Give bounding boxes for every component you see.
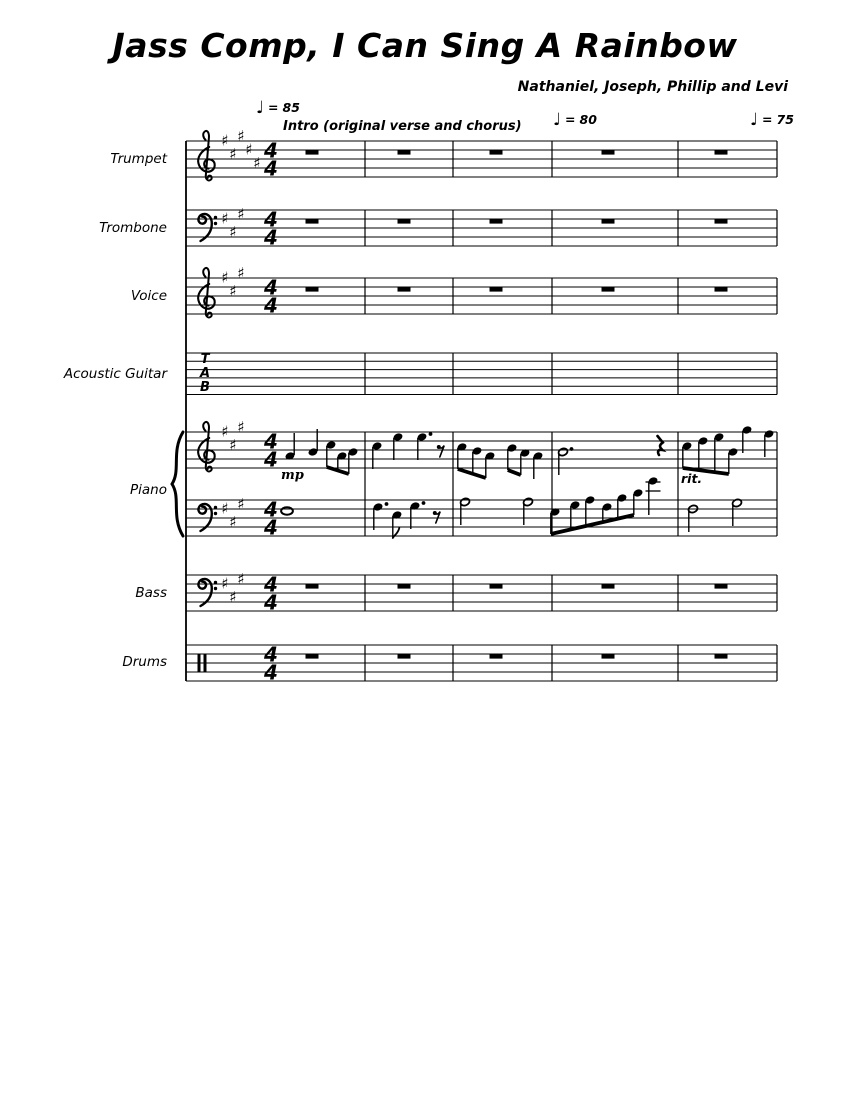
instrument-label-trumpet: Trumpet (110, 151, 167, 167)
whole-rest (398, 219, 411, 224)
score-title: Jass Comp, I Can Sing A Rainbow (112, 26, 738, 65)
whole-rest (490, 150, 503, 155)
tempo-bpm: 80 (579, 112, 597, 127)
time-signature-numeral: 4 (264, 293, 278, 318)
time-signature-numeral: 4 (264, 497, 278, 522)
instrument-label-drums: Drums (122, 654, 167, 670)
treble-clef-icon (206, 313, 212, 318)
bass-clef-icon (214, 222, 217, 225)
instrument-label-voice: Voice (130, 288, 167, 304)
whole-rest (306, 219, 319, 224)
sharp-glyph: ♯ (253, 154, 261, 172)
treble-clef-icon (206, 176, 212, 181)
bass-clef-icon (214, 506, 217, 509)
sharp-glyph: ♯ (221, 499, 229, 518)
whole-rest (306, 584, 319, 589)
whole-rest (715, 584, 728, 589)
note-beam (508, 470, 521, 475)
sharp-glyph: ♯ (237, 264, 245, 282)
time-signature-numeral: 4 (264, 429, 278, 454)
sharp-glyph: ♯ (221, 209, 229, 228)
eighth-rest (439, 446, 444, 457)
time-signature-numeral: 4 (264, 275, 278, 300)
quarter-rest (658, 436, 663, 455)
quarter-note-icon: ♩ (256, 97, 265, 118)
quarter-note-icon: ♩ (750, 109, 759, 130)
sharp-glyph: ♯ (237, 570, 245, 588)
bass-clef-icon (214, 216, 217, 219)
whole-rest (398, 287, 411, 292)
whole-rest (398, 150, 411, 155)
sharp-glyph: ♯ (229, 145, 237, 163)
time-signature-numeral: 4 (264, 642, 278, 667)
augmentation-dot (570, 447, 574, 451)
whole-rest (715, 287, 728, 292)
tempo-bpm: 75 (776, 112, 794, 127)
whole-rest (398, 654, 411, 659)
whole-rest (398, 584, 411, 589)
tab-letter: A (199, 366, 211, 381)
time-signature-numeral: 4 (264, 515, 278, 540)
time-signature-numeral: 4 (264, 138, 278, 163)
whole-rest (490, 654, 503, 659)
tempo-mark (256, 97, 300, 118)
sharp-glyph: ♯ (229, 436, 237, 454)
treble-clef-icon (206, 467, 212, 472)
augmentation-dot (429, 432, 433, 436)
time-signature-numeral: 4 (264, 207, 278, 232)
whole-rest (715, 654, 728, 659)
sharp-glyph: ♯ (237, 127, 245, 145)
sharp-glyph: ♯ (229, 223, 237, 241)
tempo-equals: = (268, 100, 279, 115)
whole-rest (602, 287, 615, 292)
piano-brace (172, 432, 183, 536)
augmentation-dot (385, 502, 389, 506)
sharp-glyph: ♯ (237, 205, 245, 223)
time-signature-numeral: 4 (264, 572, 278, 597)
whole-rest (306, 654, 319, 659)
bass-clef-icon (214, 581, 217, 584)
bass-clef-icon (214, 587, 217, 590)
time-signature-numeral: 4 (264, 447, 278, 472)
bass-clef-icon (214, 512, 217, 515)
sharp-glyph: ♯ (229, 513, 237, 531)
whole-rest (490, 287, 503, 292)
dynamic-mp: mp (281, 468, 304, 483)
sharp-glyph: ♯ (245, 140, 253, 159)
whole-rest (602, 584, 615, 589)
whole-rest (306, 150, 319, 155)
sharp-glyph: ♯ (221, 422, 229, 441)
sharp-glyph: ♯ (237, 495, 245, 513)
percussion-clef-icon (198, 654, 201, 672)
time-signature-numeral: 4 (264, 156, 278, 181)
sharp-glyph: ♯ (221, 131, 229, 150)
time-signature-numeral: 4 (264, 660, 278, 685)
whole-rest (602, 654, 615, 659)
whole-rest (715, 150, 728, 155)
whole-rest (602, 219, 615, 224)
instrument-label-bass: Bass (135, 585, 167, 601)
tempo-bpm: 85 (282, 100, 300, 115)
percussion-clef-icon (204, 654, 207, 672)
whole-rest (715, 219, 728, 224)
sharp-glyph: ♯ (221, 268, 229, 287)
time-signature-numeral: 4 (264, 225, 278, 250)
composer: Nathaniel, Joseph, Phillip and Levi (517, 79, 788, 95)
sharp-glyph: ♯ (237, 418, 245, 436)
whole-rest (490, 584, 503, 589)
sharp-glyph: ♯ (221, 574, 229, 593)
tempo-mark (750, 109, 794, 130)
tempo-equals: = (565, 112, 576, 127)
note-beam (458, 469, 486, 478)
note-head (281, 507, 293, 514)
time-signature-numeral: 4 (264, 590, 278, 615)
tab-letter: T (200, 352, 210, 367)
quarter-note-icon: ♩ (553, 109, 562, 130)
sharp-glyph: ♯ (229, 588, 237, 606)
whole-rest (306, 287, 319, 292)
instrument-label-trombone: Trombone (99, 220, 167, 236)
tempo-mark (553, 109, 597, 130)
instrument-label-acoustic-guitar: Acoustic Guitar (63, 366, 167, 382)
whole-rest (602, 150, 615, 155)
section-label: Intro (original verse and chorus) (283, 119, 522, 134)
instrument-label-piano: Piano (130, 482, 167, 498)
sharp-glyph: ♯ (229, 282, 237, 300)
eighth-rest (435, 512, 440, 523)
augmentation-dot (422, 501, 426, 505)
tab-letter: B (200, 380, 210, 395)
tempo-equals: = (762, 112, 773, 127)
whole-rest (490, 219, 503, 224)
rit-label: rit. (681, 471, 703, 486)
